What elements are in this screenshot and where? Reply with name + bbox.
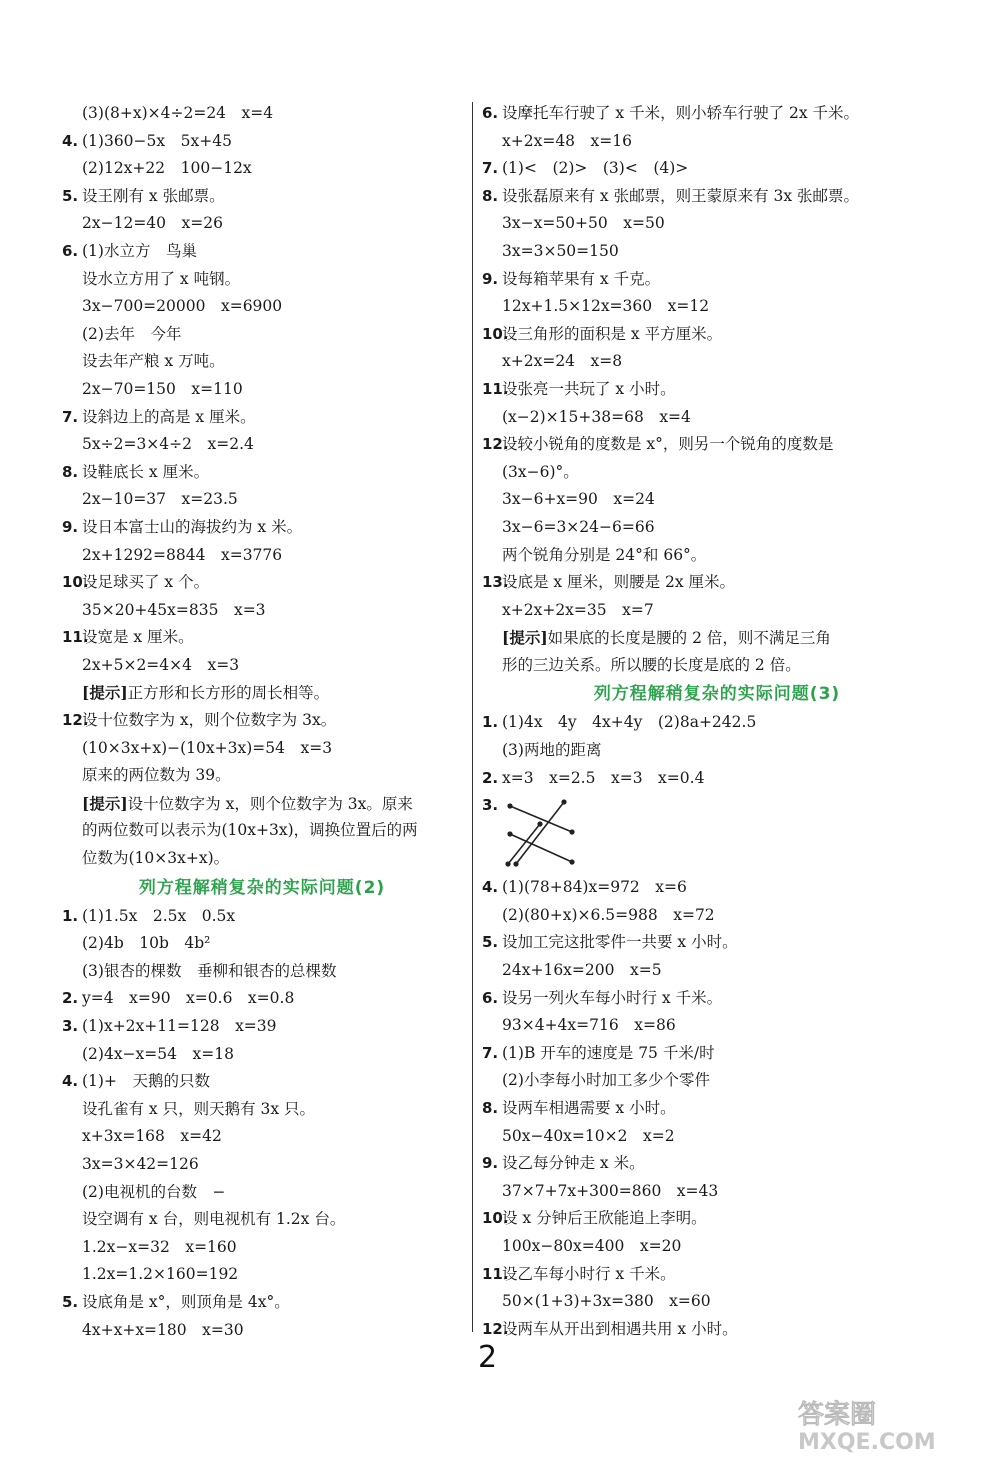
answer-text: x+2x=48 x=16 (502, 131, 632, 150)
item-number: 11. (62, 628, 89, 647)
hint-tag: [提示] (502, 628, 548, 648)
answer-line (482, 1233, 952, 1261)
answer-text: (2)4b 10b 4b² (82, 934, 211, 953)
answer-item (482, 929, 952, 957)
answer-text: 2x−10=37 x=23.5 (82, 490, 238, 509)
answer-text: 设鞋底长 x 厘米。 (82, 462, 210, 481)
answer-item (482, 266, 952, 294)
answer-line (62, 293, 462, 321)
item-number: 3. (482, 796, 499, 815)
intersecting-lines-figure (504, 794, 594, 872)
answer-item (482, 431, 952, 459)
answer-text: (2)电视机的台数 − (82, 1182, 226, 1201)
answer-line (62, 1123, 462, 1151)
answer-line (62, 1317, 462, 1345)
item-number: 4. (482, 878, 499, 897)
answer-text: 2x−70=150 x=110 (82, 379, 243, 398)
answer-item (482, 709, 952, 737)
answer-text: 37×7+7x+300=860 x=43 (502, 1181, 719, 1200)
answer-text: 设较小锐角的度数是 x°，则另一个锐角的度数是 (502, 435, 834, 454)
figure-point (537, 822, 542, 827)
answer-text: 设另一列火车每小时行 x 千米。 (502, 988, 723, 1007)
watermark-line1: 答案圈 (798, 1400, 877, 1430)
left-column (62, 100, 462, 1344)
answer-text: 24x+16x=200 x=5 (502, 961, 662, 980)
answer-line (62, 155, 462, 183)
answer-text: (1)(78+84)x=972 x=6 (502, 878, 687, 897)
answer-text: 93×4+4x=716 x=86 (502, 1016, 676, 1035)
answer-text: 50×(1+3)+3x=380 x=60 (502, 1292, 711, 1311)
answer-item (482, 1095, 952, 1123)
answer-line (62, 1096, 462, 1124)
answer-line (62, 652, 462, 680)
answer-text: (1)< (2)> (3)< (4)> (502, 159, 689, 178)
answer-text: (1)x+2x+11=128 x=39 (82, 1017, 277, 1035)
answer-text: 设乙车每小时行 x 千米。 (502, 1264, 676, 1283)
answer-item (62, 404, 462, 432)
item-number: 6. (62, 241, 79, 260)
answer-item (482, 1040, 952, 1068)
answer-line (62, 762, 462, 790)
answer-text: (2)12x+22 100−12x (82, 159, 252, 178)
answer-text: 设摩托车行驶了 x 千米，则小轿车行驶了 2x 千米。 (502, 104, 860, 122)
answer-text: 设两车相遇需要 x 小时。 (502, 1099, 676, 1117)
answer-text: (2)4x−x=54 x=18 (82, 1044, 234, 1063)
figure-segment (508, 824, 540, 864)
answer-text: 2x+5×2=4×4 x=3 (82, 655, 240, 674)
item-number: 11. (482, 379, 509, 398)
answer-item (62, 183, 462, 211)
answer-text: 原来的两位数为 39。 (82, 766, 231, 785)
item-number: 8. (62, 462, 79, 481)
answer-text: 50x−40x=10×2 x=2 (502, 1126, 675, 1145)
answer-line (62, 376, 462, 404)
page-number: 2 (478, 1340, 498, 1375)
answer-text: 设日本富士山的海拔约为 x 米。 (82, 517, 303, 536)
answer-line (62, 431, 462, 459)
item-number: 5. (482, 933, 499, 952)
answer-line (62, 930, 462, 958)
answer-text: 设三角形的面积是 x 平方厘米。 (502, 324, 723, 343)
answer-text: 位数为(10×3x+x)。 (82, 849, 230, 868)
answer-item (482, 569, 952, 597)
figure-point (513, 862, 518, 867)
answer-item (482, 874, 952, 902)
answer-line (482, 1178, 952, 1206)
item-number: 6. (482, 104, 499, 122)
answer-text: 设足球买了 x 个。 (82, 573, 210, 592)
item-number: 13. (482, 573, 509, 592)
answer-line (482, 404, 952, 432)
answer-text: 设乙每分钟走 x 米。 (502, 1154, 645, 1173)
answer-item (482, 155, 952, 183)
answer-text: 4x+x+x=180 x=30 (82, 1320, 244, 1339)
item-number: 12. (482, 1319, 509, 1338)
answer-line (62, 542, 462, 570)
answer-line (482, 514, 952, 542)
answer-item (482, 376, 952, 404)
answer-item (62, 1068, 462, 1096)
item-number: 4. (62, 1072, 79, 1091)
answer-item (62, 569, 462, 597)
hint-line (482, 624, 952, 652)
answer-text: x+3x=168 x=42 (82, 1127, 222, 1146)
figure-point (569, 830, 574, 835)
answer-line (482, 128, 952, 156)
answer-text: 形的三边关系。所以腰的长度是底的 2 倍。 (502, 655, 801, 674)
answer-line (482, 210, 952, 238)
answer-text: 设每箱苹果有 x 千克。 (502, 269, 661, 288)
answer-item (482, 765, 952, 793)
answer-text: 3x−6+x=90 x=24 (502, 490, 655, 509)
answer-line (482, 652, 952, 680)
answer-line (482, 348, 952, 376)
answer-item (62, 459, 462, 487)
answer-text: 3x−6=3×24−6=66 (502, 517, 655, 536)
right-column (482, 100, 952, 1343)
answer-line (482, 1288, 952, 1316)
answer-line (482, 597, 952, 625)
item-number: 5. (62, 186, 79, 205)
item-number: 9. (482, 269, 499, 288)
answer-text: 设张亮一共玩了 x 小时。 (502, 379, 676, 398)
answer-text: (3)两地的距离 (502, 741, 602, 760)
figure-point (569, 860, 574, 865)
hint-line (62, 679, 462, 707)
answer-text: 设王刚有 x 张邮票。 (82, 186, 225, 205)
answer-line (62, 321, 462, 349)
item-number: 2. (62, 989, 79, 1008)
answer-text: (10×3x+x)−(10x+3x)=54 x=3 (82, 738, 333, 757)
answer-item (482, 321, 952, 349)
answer-item (62, 707, 462, 735)
answer-text: x=3 x=2.5 x=3 x=0.4 (502, 768, 705, 787)
answer-text: x+2x=24 x=8 (502, 352, 623, 371)
answer-text: 3x=3×50=150 (502, 241, 619, 260)
answer-item (62, 128, 462, 156)
answer-text: 正方形和长方形的周长相等。 (127, 684, 330, 703)
item-number: 8. (482, 1099, 499, 1117)
answer-text: (1)B 开车的速度是 75 千米/时 (502, 1043, 715, 1062)
answer-text: 设水立方用了 x 吨钢。 (82, 269, 241, 288)
figure-segment (510, 834, 572, 862)
answer-text: 的两位数可以表示为(10x+3x)，调换位置后的两 (82, 821, 418, 840)
answer-line (62, 1151, 462, 1179)
watermark-logo (790, 1395, 990, 1453)
answer-line (62, 1261, 462, 1289)
item-number: 10. (482, 1209, 509, 1228)
figure-point (505, 862, 510, 867)
item-number: 7. (482, 1043, 499, 1062)
item-number: 6. (482, 988, 499, 1007)
hint-tag: [提示] (82, 793, 128, 813)
answer-line (62, 1234, 462, 1262)
item-number: 4. (62, 131, 79, 150)
answer-text: 如果底的长度是腰的 2 倍，则不满足三角 (547, 629, 831, 648)
answer-text: 设宽是 x 厘米。 (82, 628, 194, 647)
answer-line (62, 958, 462, 986)
answer-line (62, 486, 462, 514)
answer-text: (x−2)×15+38=68 x=4 (502, 407, 691, 426)
answer-item (62, 985, 462, 1013)
answer-item (62, 903, 462, 931)
answer-text: 100x−80x=400 x=20 (502, 1236, 682, 1255)
item-number: 10. (62, 573, 89, 592)
answer-text: 设去年产粮 x 万吨。 (82, 352, 225, 371)
answer-line (482, 293, 952, 321)
answer-text: 设张磊原来有 x 张邮票，则王蒙原来有 3x 张邮票。 (502, 186, 860, 205)
answer-item (62, 624, 462, 652)
answer-text: 3x−700=20000 x=6900 (82, 297, 283, 316)
answer-text: 设加工完这批零件一共要 x 小时。 (502, 933, 738, 952)
answer-text: 两个锐角分别是 24°和 66°。 (502, 545, 707, 564)
item-number: 12. (62, 711, 89, 730)
answer-item (62, 1289, 462, 1317)
answer-line (62, 1206, 462, 1234)
item-number: 12. (482, 435, 509, 454)
answer-item (482, 183, 952, 211)
answer-line (62, 597, 462, 625)
answer-text: 5x÷2=3×4÷2 x=2.4 (82, 435, 254, 454)
answer-text: (3)银杏的棵数 垂柳和银杏的总棵数 (82, 961, 337, 980)
figure-point (561, 800, 566, 805)
answer-text: (2)(80+x)×6.5=988 x=72 (502, 905, 715, 924)
answer-text: (2)去年 今年 (82, 324, 182, 343)
answer-line (482, 1012, 952, 1040)
answer-item (62, 238, 462, 266)
answer-text: 设底角是 x°，则顶角是 4x°。 (82, 1292, 290, 1311)
answer-item (482, 1150, 952, 1178)
answer-text: (1)水立方 鸟巢 (82, 241, 197, 260)
answer-line (62, 100, 462, 128)
answer-text: 设 x 分钟后王欣能追上李明。 (502, 1209, 707, 1228)
answer-line (62, 1179, 462, 1207)
hint-tag: [提示] (82, 683, 128, 703)
answer-line (62, 817, 462, 845)
item-number: 8. (482, 186, 499, 205)
answer-text: x+2x+2x=35 x=7 (502, 600, 654, 619)
answer-item (62, 514, 462, 542)
answer-line (482, 957, 952, 985)
answer-text: (3x−6)°。 (502, 462, 579, 481)
hint-line (62, 790, 462, 818)
answer-text: 12x+1.5×12x=360 x=12 (502, 297, 710, 316)
answer-line (482, 542, 952, 570)
answer-text: 1.2x−x=32 x=160 (82, 1237, 237, 1256)
figure-point (507, 832, 512, 837)
answer-text: 2x+1292=8844 x=3776 (82, 545, 283, 564)
item-number: 1. (62, 906, 79, 925)
answer-text: (1)360−5x 5x+45 (82, 131, 232, 150)
answer-text: 设斜边上的高是 x 厘米。 (82, 407, 256, 426)
answer-text: (1)+ 天鹅的只数 (82, 1072, 210, 1091)
answer-line (482, 238, 952, 266)
item-number: 9. (482, 1154, 499, 1173)
answer-line (482, 1067, 952, 1095)
item-number: 5. (62, 1292, 79, 1311)
answer-line (482, 459, 952, 487)
answer-text: (2)小李每小时加工多少个零件 (502, 1071, 710, 1090)
answer-line (482, 1123, 952, 1151)
column-divider (472, 102, 473, 1332)
answer-text: 35×20+45x=835 x=3 (82, 600, 266, 619)
answer-line (62, 266, 462, 294)
answer-line (482, 902, 952, 930)
answer-line (62, 845, 462, 873)
answer-text: 2x−12=40 x=26 (82, 214, 223, 233)
answer-text: 1.2x=1.2×160=192 (82, 1265, 239, 1284)
answer-line (482, 486, 952, 514)
figure-segment (510, 806, 572, 832)
section-title: 列方程解稍复杂的实际问题(3) (593, 684, 841, 705)
answer-item (482, 1205, 952, 1233)
answer-item (482, 1261, 952, 1289)
answer-text: (1)1.5x 2.5x 0.5x (82, 906, 236, 925)
answer-text: 设十位数字为 x，则个位数字为 3x。 (82, 711, 337, 730)
answer-item (482, 100, 952, 128)
answer-text: 设空调有 x 台，则电视机有 1.2x 台。 (82, 1210, 346, 1229)
answer-text: 设十位数字为 x，则个位数字为 3x。原来 (127, 794, 413, 813)
answer-text: y=4 x=90 x=0.6 x=0.8 (82, 989, 295, 1008)
item-number: 11. (482, 1264, 509, 1283)
figure-point (507, 804, 512, 809)
answer-line (62, 348, 462, 376)
item-number: 3. (62, 1017, 79, 1035)
answer-text: 3x−x=50+50 x=50 (502, 214, 665, 233)
answer-text: 3x=3×42=126 (82, 1154, 199, 1173)
item-number: 2. (482, 768, 499, 787)
answer-item (62, 1013, 462, 1041)
item-number: 9. (62, 517, 79, 536)
answer-text: 设孔雀有 x 只，则天鹅有 3x 只。 (82, 1099, 316, 1118)
answer-item (482, 985, 952, 1013)
watermark-line2: MXQE.COM (798, 1430, 936, 1453)
item-number: 1. (482, 713, 499, 732)
item-number: 7. (482, 159, 499, 178)
item-number: 7. (62, 407, 79, 426)
line-figure-item (482, 792, 952, 874)
answer-line (482, 737, 952, 765)
section-title: 列方程解稍复杂的实际问题(2) (138, 877, 386, 898)
answer-text: 设底是 x 厘米，则腰是 2x 厘米。 (502, 573, 736, 592)
answer-line (62, 210, 462, 238)
answer-line (62, 1041, 462, 1069)
answer-text: 设两车从开出到相遇共用 x 小时。 (502, 1319, 738, 1338)
item-number: 10. (482, 324, 509, 343)
answer-text: (1)4x 4y 4x+4y (2)8a+242.5 (502, 713, 757, 732)
answer-item (482, 1316, 952, 1344)
answer-line (62, 735, 462, 763)
answer-text: (3)(8+x)×4÷2=24 x=4 (82, 104, 274, 122)
